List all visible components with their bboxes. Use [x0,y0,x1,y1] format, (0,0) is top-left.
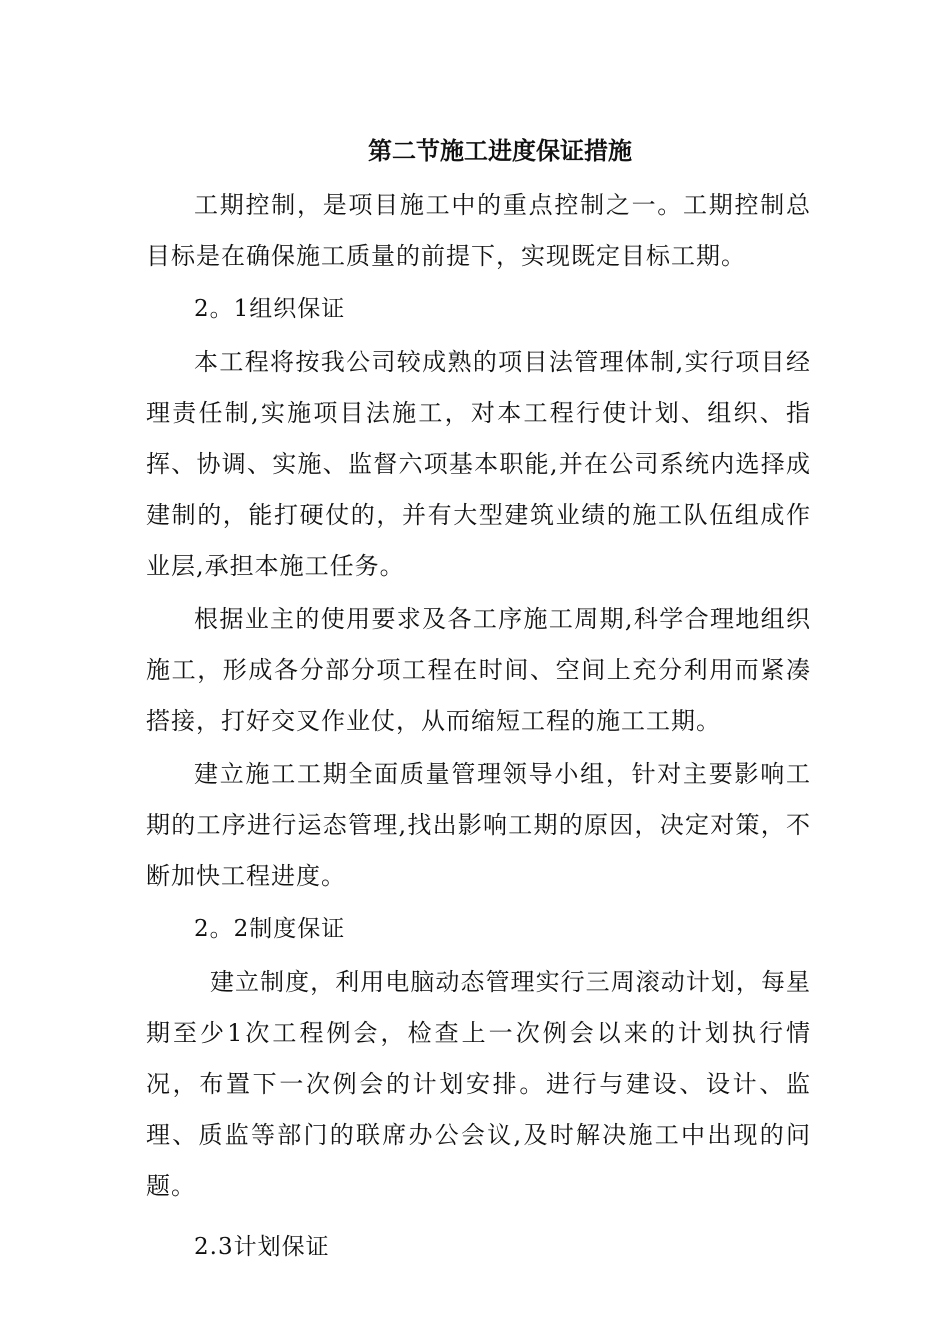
section-heading-plan: 2.3计划保证 [194,1234,330,1260]
spacer [146,1212,811,1222]
organization-paragraph-1: 本工程将按我公司较成熟的项目法管理体制,实行项目经理责任制,实施项目法施工，对本工程行使计划、组织、指挥、协调、实施、监督六项基本职能,并在公司系统内选择成建制的，能打硬仗的，并有大型建筑业绩的施工队伍组成作业层,承担本施工任务。 [146,348,811,580]
section-title: 第二节施工进度保证措施 [368,137,632,165]
organization-paragraph-2: 根据业主的使用要求及各工序施工周期,科学合理地组织施工，形成各分部分项工程在时间、空间上充分利用而紧凑搭接，打好交叉作业仗，从而缩短工程的施工工期。 [146,605,811,735]
section-heading-organization: 2。1组织保证 [194,296,346,322]
organization-paragraph-3: 建立施工工期全面质量管理领导小组，针对主要影响工期的工序进行运态管理,找出影响工期的原因，决定对策，不断加快工程进度。 [146,760,811,890]
intro-paragraph: 工期控制，是项目施工中的重点控制之一。工期控制总目标是在确保施工质量的前提下，实现既定目标工期。 [146,191,811,270]
section-heading-system: 2。2制度保证 [194,916,346,942]
document-body [146,180,811,1273]
system-paragraph-1: 建立制度，利用电脑动态管理实行三周滚动计划，每星期至少1次工程例会，检查上一次例会以来的计划执行情况，布置下一次例会的计划安排。进行与建设、设计、监理、质监等部门的联席办公会议,及时解决施工中出现的问题。 [146,968,811,1200]
